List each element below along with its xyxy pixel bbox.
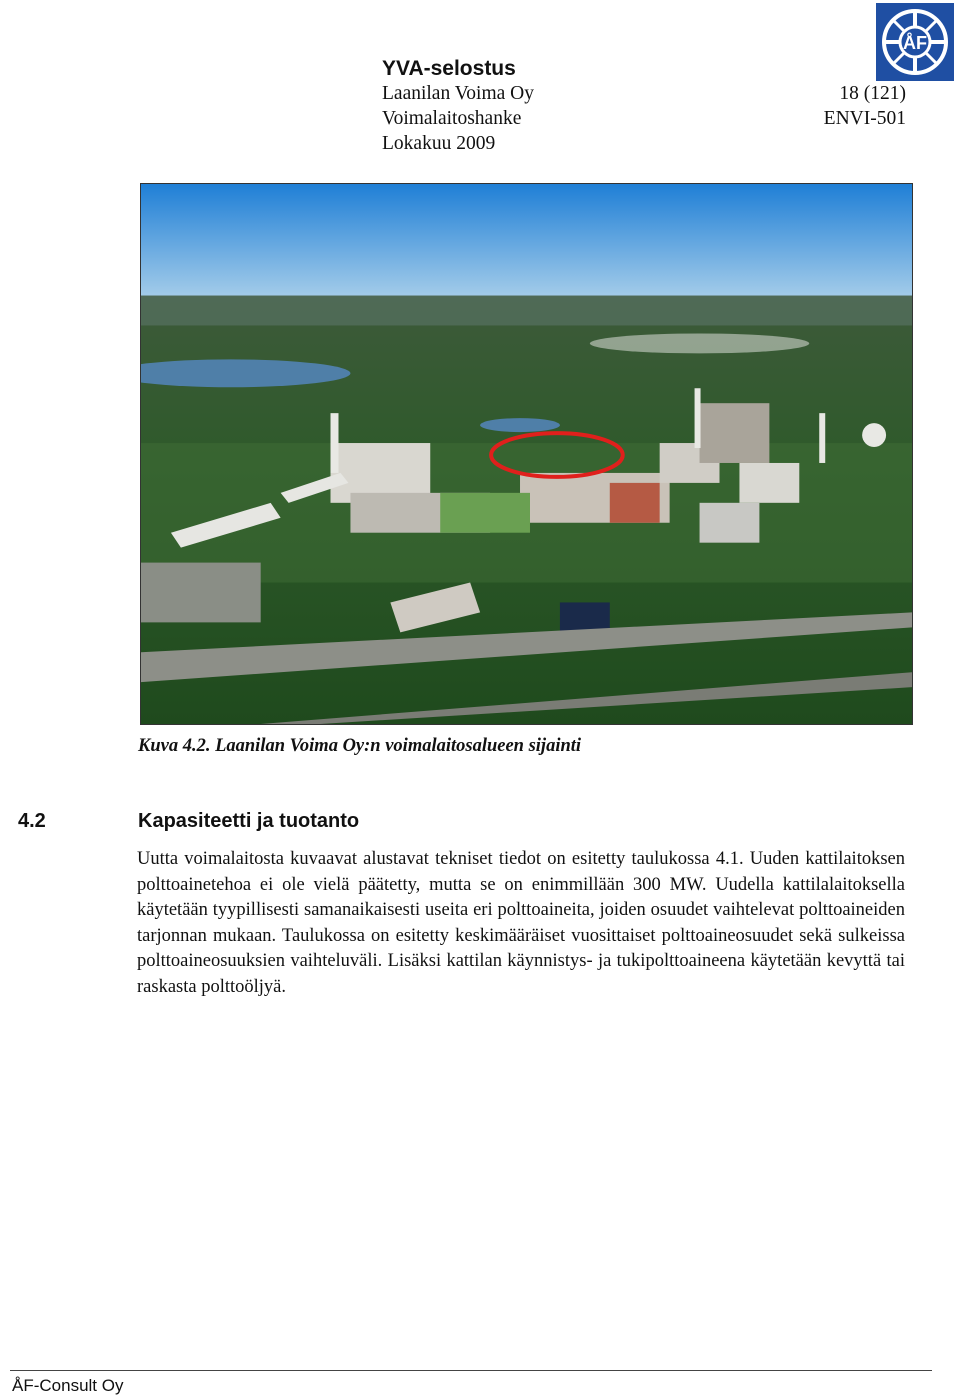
document-code: ENVI-501 [823, 108, 906, 129]
document-date: Lokakuu 2009 [382, 133, 496, 154]
section-heading [18, 810, 359, 833]
footer-company: ÅF-Consult Oy [12, 1376, 124, 1395]
section-title: Kapasiteetti ja tuotanto [138, 810, 360, 832]
body-paragraph: Uutta voimalaitosta kuvaavat alustavat tekniset tiedot on esitetty taulukossa 4.1. Uuden kattilaitoksen polttoainetehoa ei ole vielä päätetty, mutta se on enimmillään 300 MW. Uudella kattilalaitoksella käytetään tyypillisesti samanaikaisesti useita eri polttoaineita, joiden osuudet vaihtelevat polttoaineiden tarjonnan mukaan. Taulukossa on esitetty keskimääräiset vuosittaiset polttoaineosuudet sekä sulkeissa polttoaineosuuksien vaihteluväli. Lisäksi kattilan käynnistys- ja tukipolttoaineena käytetään kevyttä tai raskasta polttoöljyä. [137, 849, 905, 997]
header-row-1 [382, 81, 906, 106]
section-number: 4.2 [18, 810, 46, 832]
aerial-photo [140, 183, 913, 725]
document-header [382, 56, 906, 156]
logo-text: ÅF [903, 33, 927, 53]
aerial-photo-illustration [141, 184, 912, 724]
header-row-2 [382, 106, 906, 131]
project-name: Voimalaitoshanke [382, 108, 522, 129]
figure-caption: Kuva 4.2. Laanilan Voima Oy:n voimalaitosalueen sijainti [138, 736, 582, 756]
page-number: 18 (121) [839, 83, 906, 104]
company-name: Laanilan Voima Oy [382, 83, 535, 104]
header-row-3 [382, 131, 906, 156]
document-title: YVA-selostus [382, 57, 516, 80]
footer-divider [10, 1370, 932, 1371]
